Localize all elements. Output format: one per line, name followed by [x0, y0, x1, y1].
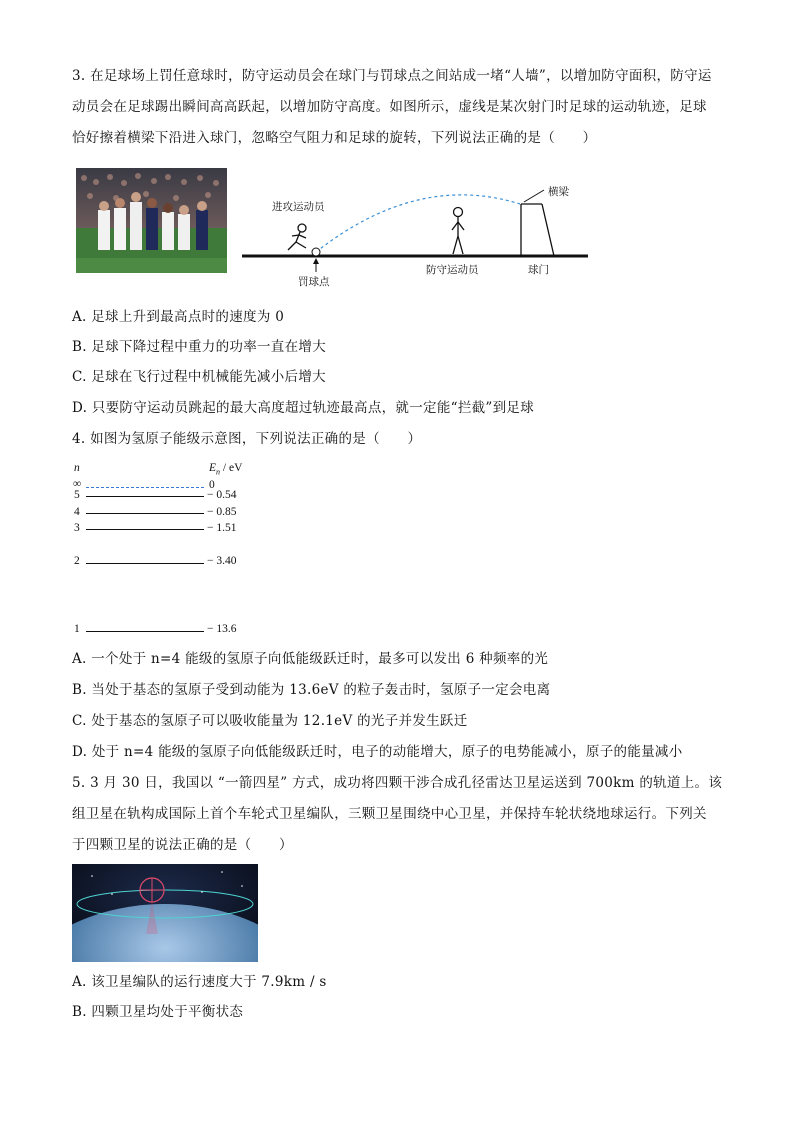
level-e-1: − 13.6: [207, 623, 237, 635]
q4-option-c: C. 处于基态的氢原子可以吸收能量为 12.1eV 的光子并发生跃迁: [72, 713, 468, 729]
level-e-4: − 0.85: [207, 506, 237, 518]
level-e-2: − 3.40: [207, 555, 237, 567]
crossbar-label: 横梁: [548, 186, 569, 198]
attacker-figure: [288, 224, 306, 250]
level-n-4: 4: [74, 506, 80, 518]
level-line-inf: [86, 487, 204, 488]
level-n-5: 5: [74, 489, 80, 501]
level-line-2: [86, 563, 204, 564]
q5-option-b: B. 四颗卫星均处于平衡状态: [72, 1004, 244, 1020]
penalty-spot-label: 罚球点: [298, 276, 330, 288]
level-n-3: 3: [74, 522, 80, 534]
level-n-2: 2: [74, 555, 80, 567]
q5-stem-line-2: 组卫星在轨构成国际上首个车轮式卫星编队，三颗卫星围绕中心卫星，并保持车轮状绕地球运行。下列关: [72, 806, 707, 822]
q3-stem-line-3: 恰好擦着横梁下沿进入球门，忽略空气阻力和足球的旋转，下列说法正确的是（ ）: [72, 130, 597, 146]
level-e-3: − 1.51: [207, 522, 237, 534]
football-wall-photo: [76, 168, 227, 273]
level-n-inf: ∞: [73, 478, 82, 490]
q4-option-d: D. 处于 n=4 能级的氢原子向低能级跃迁时，电子的动能增大，原子的电势能减小，原子的能量减小: [72, 744, 683, 760]
n-axis-label: n: [74, 462, 80, 474]
q3-option-a: A. 足球上升到最高点时的速度为 0: [72, 309, 285, 325]
level-line-1: [86, 631, 204, 632]
ball-trajectory: [316, 195, 520, 252]
q3-stem-line-2: 动员会在足球踢出瞬间高高跃起，以增加防守高度。如图所示，虚线是某次射门时足球的运动轨迹，足球: [72, 99, 707, 115]
level-n-1: 1: [74, 623, 80, 635]
attacker-label: 进攻运动员: [272, 201, 325, 213]
ball: [312, 248, 320, 256]
q3-option-c: C. 足球在飞行过程中机械能先减小后增大: [72, 369, 326, 385]
q5-stem-line-3: 于四颗卫星的说法正确的是（ ）: [72, 837, 293, 853]
level-e-5: − 0.54: [207, 489, 237, 501]
q5-stem-line-1: 5. 3 月 30 日，我国以 “一箭四星” 方式，成功将四颗干涉合成孔径雷达卫星运送到 700km 的轨道上。该: [72, 775, 723, 791]
q4-stem: 4. 如图为氢原子能级示意图，下列说法正确的是（ ）: [72, 431, 422, 447]
q3-option-d: D. 只要防守运动员跳起的最大高度超过轨迹最高点，就一定能“拦截”到足球: [72, 400, 535, 416]
goal-label: 球门: [528, 264, 549, 276]
q3-option-b: B. 足球下降过程中重力的功率一直在增大: [72, 339, 327, 355]
q5-option-a: A. 该卫星编队的运行速度大于 7.9km / s: [72, 974, 327, 990]
defender-figure: [452, 208, 464, 255]
level-line-3: [86, 529, 204, 530]
q4-option-b: B. 当处于基态的氢原子受到动能为 13.6eV 的粒子轰击时，氢原子一定会电离: [72, 682, 551, 698]
q4-option-a: A. 一个处于 n=4 能级的氢原子向低能级跃迁时，最多可以发出 6 种频率的光: [72, 651, 549, 667]
level-e-inf: 0: [209, 479, 215, 491]
level-line-5: [86, 496, 204, 497]
defender-label: 防守运动员: [426, 264, 479, 276]
goal-figure: [521, 204, 554, 256]
satellite-formation-image: [72, 864, 258, 962]
energy-axis-label: $E_n$ / eV: [209, 462, 243, 477]
q3-stem-line-1: 3. 在足球场上罚任意球时，防守运动员会在球门与罚球点之间站成一堵“人墙”，以增加防守面积，防守运: [72, 68, 712, 84]
level-line-4: [86, 513, 204, 514]
